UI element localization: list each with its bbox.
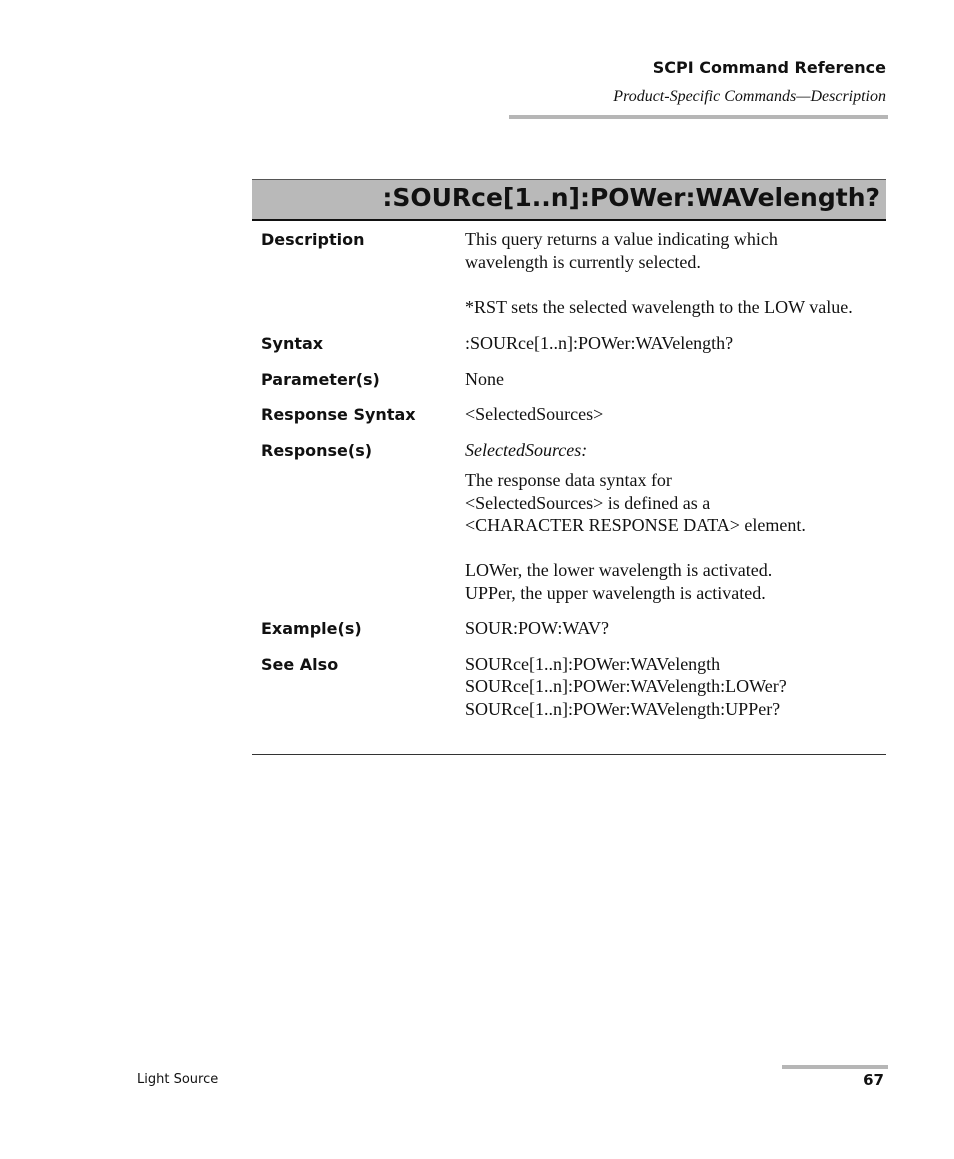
header-rule (509, 115, 888, 119)
responses-value (465, 439, 886, 605)
syntax-label: Syntax (261, 334, 324, 353)
footer-rule (782, 1065, 888, 1069)
response-name: SelectedSources: (465, 439, 588, 460)
command-entries-table (252, 228, 886, 720)
description-rst-text: *RST sets the selected wavelength to the LOW value. (465, 296, 853, 317)
examples-row (252, 617, 886, 640)
page-number: 67 (863, 1071, 884, 1089)
response-line-2: <SelectedSources> is defined as a (465, 492, 711, 513)
response-line-5: UPPer, the upper wavelength is activated. (465, 582, 766, 603)
running-header-subtitle: Product-Specific Commands—Description (613, 88, 886, 105)
responses-label: Response(s) (261, 440, 373, 460)
see-also-item: SOURce[1..n]:POWer:WAVelength (465, 653, 721, 674)
description-row (252, 228, 886, 318)
description-value (465, 228, 865, 318)
see-also-item: SOURce[1..n]:POWer:WAVelength:LOWer? (465, 676, 787, 696)
syntax-row (252, 332, 886, 355)
response-line-1: The response data syntax for (465, 470, 672, 490)
parameters-value: None (465, 368, 504, 389)
examples-label: Example(s) (261, 619, 362, 638)
see-also-value (465, 653, 886, 721)
response-syntax-label: Response Syntax (261, 405, 416, 424)
response-line-3: <CHARACTER RESPONSE DATA> element. (465, 515, 806, 535)
see-also-item: SOURce[1..n]:POWer:WAVelength:UPPer? (465, 698, 781, 719)
examples-value: SOUR:POW:WAV? (465, 618, 610, 638)
parameters-row (252, 368, 886, 391)
running-header-title: SCPI Command Reference (652, 58, 886, 77)
responses-row (252, 439, 886, 605)
command-title: :SOURce[1..n]:POWer:WAVelength? (382, 183, 880, 212)
response-syntax-value: <SelectedSources> (465, 404, 604, 424)
response-line-4: LOWer, the lower wavelength is activated. (465, 560, 773, 580)
description-label: Description (261, 230, 365, 249)
see-also-row (252, 653, 886, 721)
parameters-label: Parameter(s) (261, 369, 380, 389)
description-text: This query returns a value indicating which wavelength is currently selected. (465, 229, 778, 272)
syntax-value: :SOURce[1..n]:POWer:WAVelength? (465, 333, 734, 353)
command-title-bar (252, 179, 886, 221)
see-also-label: See Also (261, 654, 339, 674)
footer-product-name: Light Source (137, 1072, 219, 1087)
table-bottom-rule (252, 754, 886, 755)
response-syntax-row (252, 403, 886, 426)
